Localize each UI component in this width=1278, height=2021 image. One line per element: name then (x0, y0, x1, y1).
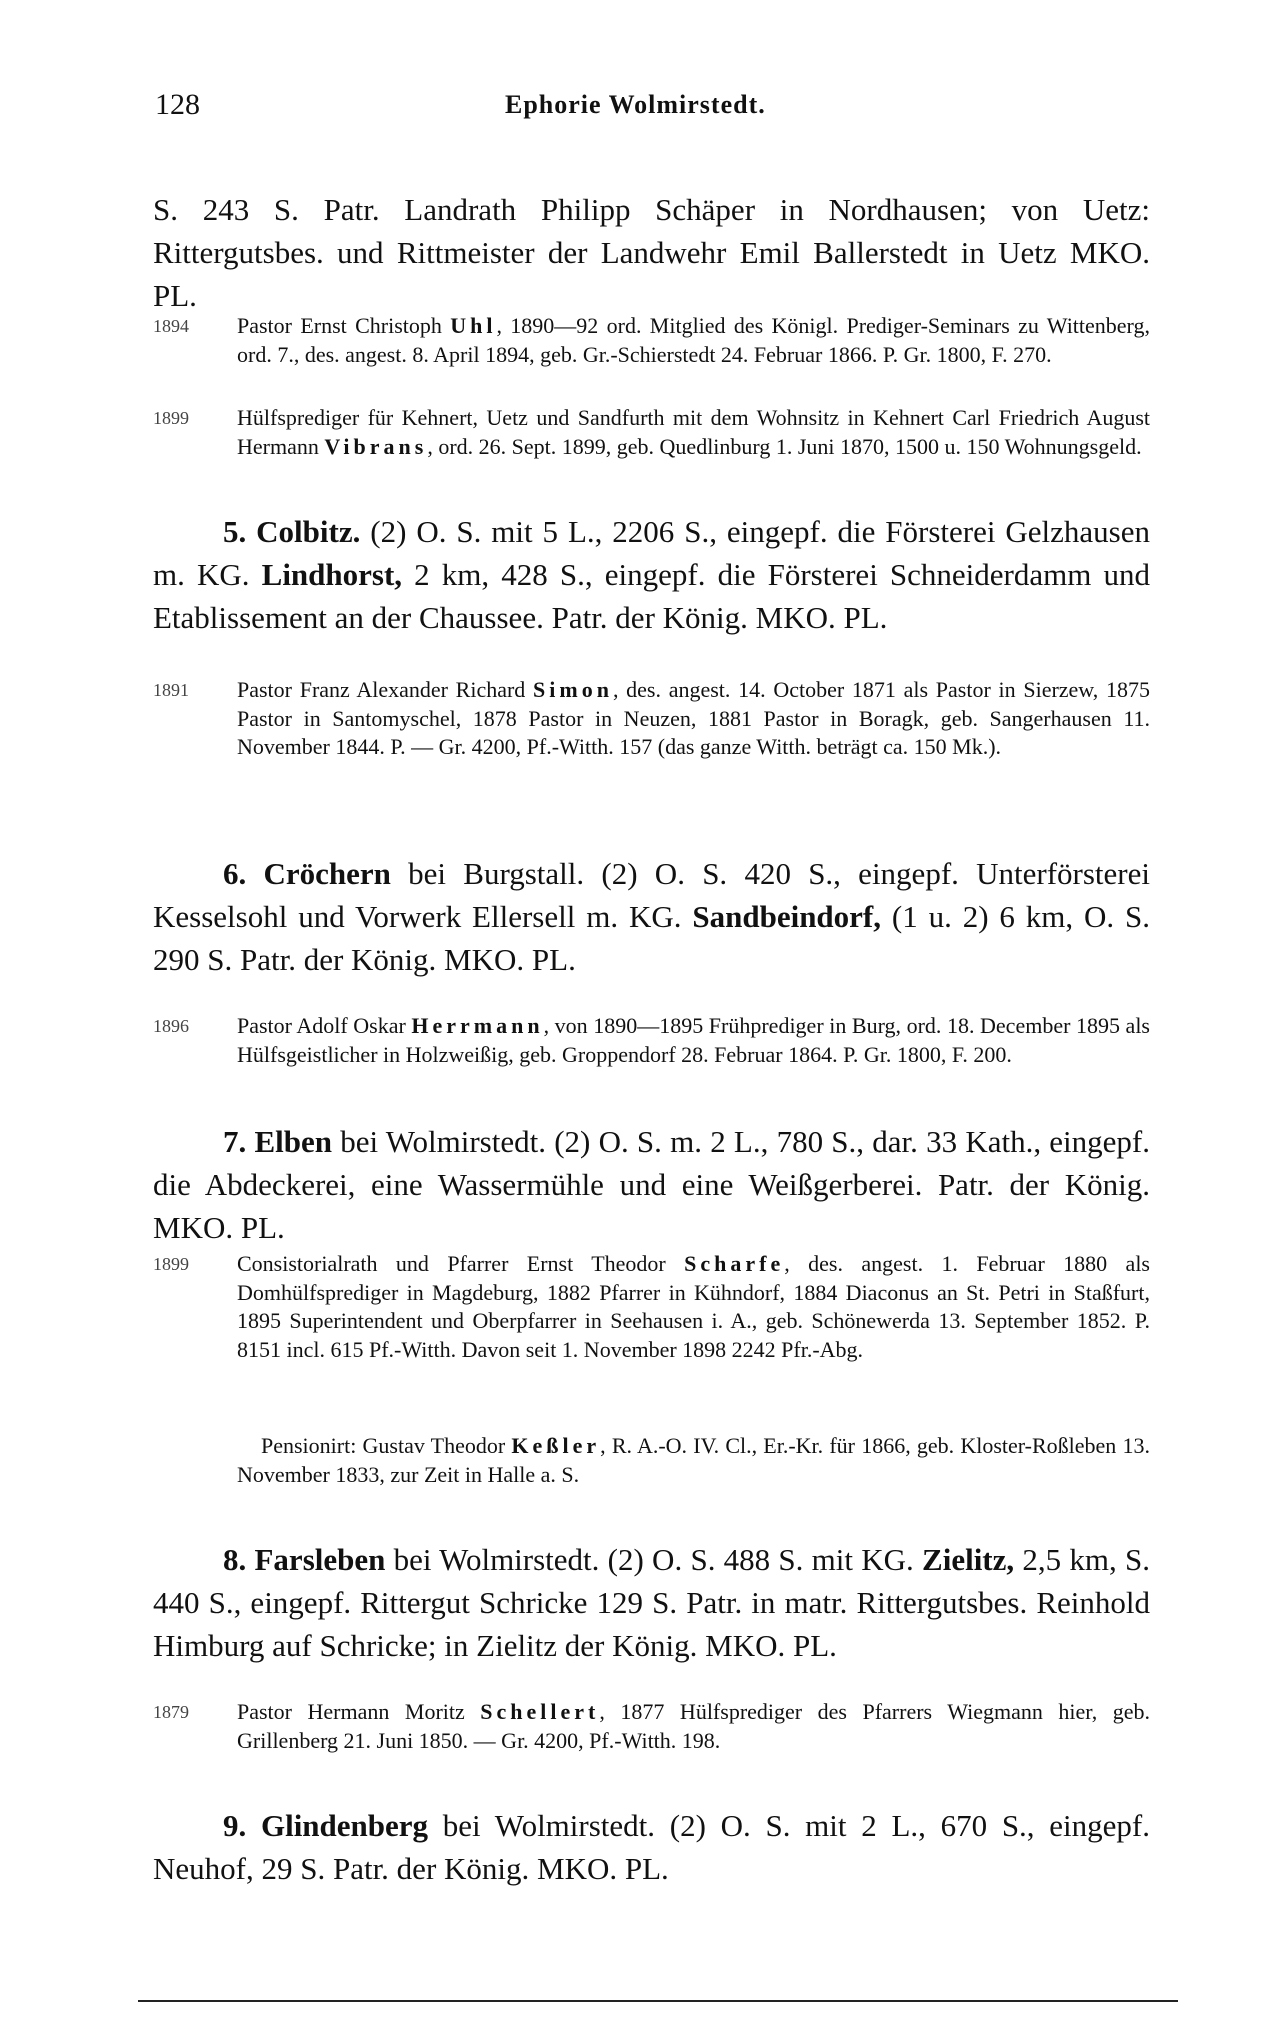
clergy-note (153, 312, 1150, 369)
entry-text: (2) O. S. mit 5 L., 2206 S., eingepf. die Försterei Gelzhausen m. KG. (153, 514, 1150, 592)
parish-title: 5. Colbitz. (223, 514, 361, 549)
parish-entry-elben (153, 1120, 1150, 1249)
clergy-note (153, 1012, 1150, 1069)
clergy-name: Scharfe (684, 1251, 785, 1276)
clergy-name: Herrmann (411, 1013, 544, 1038)
clergy-name: Schellert (480, 1699, 600, 1724)
note-text: Pastor Franz Alexander Richard (237, 677, 534, 702)
clergy-name: Uhl (450, 313, 497, 338)
clergy-name: Keßler (511, 1433, 601, 1458)
parish-entry-glindenberg (153, 1804, 1150, 1890)
note-text: , 1877 Hülfsprediger des Pfarrers Wiegmann hier, geb. Grillenberg 21. Juni 1850. — Gr. 4200, Pf.-Witth. 198. (237, 1699, 1150, 1753)
note-text: , ord. 26. Sept. 1899, geb. Quedlinburg 1. Juni 1870, 1500 u. 150 Wohnungsgeld. (427, 433, 1142, 459)
note-text: Hülfsprediger für Kehnert, Uetz und Sandfurth mit dem Wohnsitz in Kehnert Carl Friedrich August Hermann (237, 405, 1150, 459)
note-text: , von 1890—1895 Frühprediger in Burg, ord. 18. December 1895 als Hülfsgeistlicher in Holzweißig, geb. Groppendorf 28. Februar 1864. P. Gr. 1800, F. 200. (237, 1013, 1150, 1067)
parish-entry-farsleben (153, 1538, 1150, 1667)
subsidiary-parish: Sandbeindorf, (692, 899, 882, 934)
entry-text: bei Wolmirstedt. (2) O. S. mit 2 L., 670 S., eingepf. Neuhof, 29 S. Patr. der König. MKO. PL. (153, 1808, 1150, 1886)
note-text: , des. angest. 14. October 1871 als Pastor in Sierzew, 1875 Pastor in Santomyschel, 1878 Pastor in Neuzen, 1881 Pastor in Boragk, geb. Sangerhausen 11. November 1844. P. — Gr. 4200, Pf.-Witth. 157 (das ganze Witth. beträgt ca. 150 Mk.). (237, 677, 1150, 759)
entry-text: bei Burgstall. (2) O. S. 420 S., eingepf. Unterförsterei Kesselsohl und Vorwerk Ellersell m. KG. (153, 856, 1151, 934)
entry-text: (1 u. 2) 6 km, O. S. 290 S. Patr. der König. MKO. PL. (153, 899, 1150, 977)
note-year: 1894 (153, 316, 189, 336)
note-year: 1899 (153, 408, 189, 428)
note-text: , des. angest. 1. Februar 1880 als Domhülfsprediger in Magdeburg, 1882 Pfarrer in Kühndorf, 1884 Diaconus an St. Petri in Staßfurt, 1895 Superintendent und Oberpfarrer in Seehausen i. A., geb. Schönewerda 13. September 1852. P. 8151 incl. 615 Pf.-Witth. Davon seit 1. November 1898 2242 Pfr.-Abg. (237, 1251, 1150, 1362)
clergy-name: Vibrans (324, 433, 428, 459)
bottom-rule (138, 2000, 1178, 2002)
note-text: , 1890—92 ord. Mitglied des Königl. Prediger-Seminars zu Wittenberg, ord. 7., des. angest. 8. April 1894, geb. Gr.-Schierstedt 24. Februar 1866. P. Gr. 1800, F. 270. (237, 313, 1150, 367)
parish-title: 6. Cröchern (223, 856, 391, 891)
note-text: Pastor Ernst Christoph (237, 313, 451, 338)
parish-title: 8. Farsleben (223, 1542, 386, 1577)
parish-entry-cröchern (153, 852, 1150, 981)
entry-text: 2,5 km, S. 440 S., eingepf. Rittergut Schricke 129 S. Patr. in matr. Rittergutsbes. Reinhold Himburg auf Schricke; in Zielitz der König. MKO. PL. (153, 1542, 1150, 1663)
note-year: 1896 (153, 1016, 189, 1036)
subsidiary-parish: Lindhorst, (261, 557, 403, 592)
parish-title: 7. Elben (223, 1124, 332, 1159)
entry-text: 2 km, 428 S., eingepf. die Försterei Schneiderdamm und Etablissement an der Chaussee. Patr. der König. MKO. PL. (153, 557, 1150, 635)
clergy-note (153, 1250, 1150, 1364)
pension-note (237, 1432, 1150, 1489)
entry-text: bei Wolmirstedt. (2) O. S. 488 S. mit KG. (385, 1542, 923, 1577)
parish-entry-colbitz (153, 510, 1150, 639)
note-year: 1899 (153, 1254, 189, 1274)
clergy-name: Simon (533, 677, 613, 702)
page-number: 128 (155, 88, 200, 121)
clergy-note (153, 676, 1150, 762)
note-text: Consistorialrath und Pfarrer Ernst Theodor (237, 1251, 685, 1276)
note-text: Pastor Hermann Moritz (237, 1699, 481, 1724)
note-text: Pastor Adolf Oskar (237, 1013, 412, 1038)
note-text: , R. A.-O. IV. Cl., Er.-Kr. für 1866, geb. Kloster-Roßleben 13. November 1833, zur Zeit in Halle a. S. (237, 1433, 1150, 1487)
subsidiary-parish: Zielitz, (922, 1542, 1015, 1577)
note-year: 1879 (153, 1702, 189, 1722)
note-year: 1891 (153, 680, 189, 700)
running-title: Ephorie Wolmirstedt. (505, 90, 766, 119)
clergy-note (153, 404, 1150, 461)
clergy-note (153, 1698, 1150, 1755)
note-text: Pensionirt: Gustav Theodor (261, 1433, 512, 1458)
parish-title: 9. Glindenberg (223, 1808, 429, 1843)
intro-paragraph: S. 243 S. Patr. Landrath Philipp Schäper in Nordhausen; von Uetz: Rittergutsbes. und Rittmeister der Landwehr Emil Ballerstedt in Uetz MKO. PL. (153, 192, 1150, 313)
entry-text: bei Wolmirstedt. (2) O. S. m. 2 L., 780 S., dar. 33 Kath., eingepf. die Abdeckerei, eine Wassermühle und eine Weißgerberei. Patr. der König. MKO. PL. (153, 1124, 1150, 1245)
